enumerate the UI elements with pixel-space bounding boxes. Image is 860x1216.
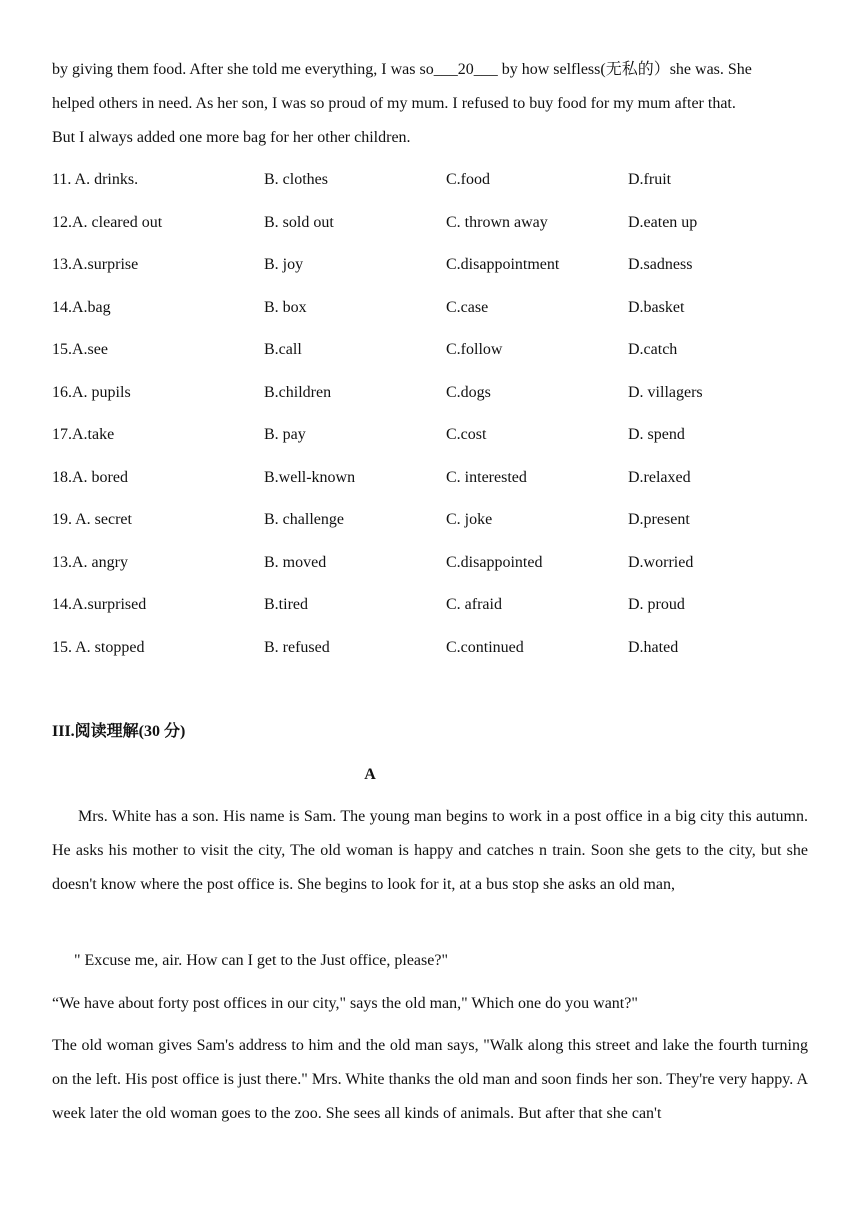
passage-letter: A [364, 766, 376, 783]
option-row [52, 593, 808, 617]
option-a: 11. A. drinks. [52, 171, 139, 188]
option-b: B. joy [264, 256, 304, 273]
passage-paragraph-1: Mrs. White has a son. His name is Sam. The young man begins to work in a post office in a big city this autumn. He asks his mother to visit the city, The old woman is happy and catches n train. Soon she gets to the city, but she doesn't know where the post office is. She begins to look for it, at a bus stop she asks an old man, [52, 808, 808, 893]
option-c: C. thrown away [446, 213, 548, 231]
option-b: B. clothes [264, 171, 328, 188]
option-b: B.call [264, 341, 302, 358]
option-b: B. sold out [264, 213, 334, 231]
option-c: C.continued [446, 638, 524, 656]
option-b: B. challenge [264, 511, 344, 528]
option-d: D.relaxed [628, 468, 691, 486]
option-row [52, 551, 808, 575]
option-a: 16.A. pupils [52, 383, 131, 401]
option-c: C. interested [446, 468, 527, 486]
option-d: D.worried [628, 553, 694, 571]
intro-line-3: But I always added one more bag for her other children. [52, 129, 411, 146]
option-c: C.dogs [446, 383, 491, 401]
option-a: 14.A.surprised [52, 596, 147, 613]
option-row [52, 508, 808, 532]
passage-paragraph-2: " Excuse me, air. How can I get to the Just office, please?" [74, 952, 448, 969]
option-row [52, 253, 808, 277]
option-row [52, 423, 808, 447]
option-b: B. refused [264, 638, 330, 656]
option-d: D.fruit [628, 171, 672, 188]
option-c: C.disappointment [446, 256, 560, 273]
option-b: B.tired [264, 596, 308, 613]
option-d: D.catch [628, 341, 678, 358]
option-c: C.food [446, 171, 490, 188]
option-row [52, 211, 808, 235]
option-a: 12.A. cleared out [52, 213, 163, 231]
option-row [52, 338, 808, 362]
option-b: B.well-known [264, 468, 356, 486]
option-d: D.eaten up [628, 213, 698, 231]
intro-line-2: helped others in need. As her son, I was so proud of my mum. I refused to buy food for my mum after that. [52, 95, 736, 112]
option-c: C. joke [446, 511, 493, 528]
option-d: D.present [628, 511, 690, 528]
option-d: D.sadness [628, 256, 693, 273]
option-a: 17.A.take [52, 426, 115, 443]
option-b: B.children [264, 383, 332, 401]
option-a: 13.A.surprise [52, 256, 139, 273]
option-a: 13.A. angry [52, 553, 128, 571]
option-d: D. spend [628, 426, 685, 443]
option-b: B. pay [264, 426, 306, 443]
passage-paragraph-4: The old woman gives Sam's address to him and the old man says, "Walk along this street and lake the fourth turning on the left. His post office is just there." Mrs. White thanks the old man and soon finds her son. They're very happy. A week later the old woman goes to the zoo. She sees all kinds of animals. But after that she can't [52, 1037, 808, 1122]
option-row [52, 381, 808, 405]
option-c: C.disappointed [446, 553, 543, 571]
passage-paragraph-3: “We have about forty post offices in our city," says the old man," Which one do you want?" [52, 995, 638, 1012]
option-d: D.basket [628, 298, 685, 316]
section-heading: III.阅读理解(30 分) [52, 723, 186, 740]
option-d: D. proud [628, 596, 685, 613]
option-a: 15.A.see [52, 341, 108, 358]
option-row [52, 466, 808, 490]
option-d: D.hated [628, 638, 679, 656]
option-a: 18.A. bored [52, 468, 128, 486]
option-c: C.cost [446, 426, 487, 443]
option-b: B. moved [264, 553, 327, 571]
option-a: 19. A. secret [52, 511, 132, 528]
option-b: B. box [264, 298, 307, 316]
option-c: C.case [446, 298, 489, 316]
option-c: C. afraid [446, 596, 502, 613]
option-a: 15. A. stopped [52, 638, 145, 656]
intro-line-1: by giving them food. After she told me everything, I was so___20___ by how selfless(无私的）she was. She [52, 61, 752, 78]
option-row [52, 296, 808, 320]
option-c: C.follow [446, 341, 503, 358]
option-row [52, 636, 808, 660]
option-a: 14.A.bag [52, 298, 111, 316]
option-d: D. villagers [628, 383, 703, 401]
option-row [52, 168, 808, 192]
